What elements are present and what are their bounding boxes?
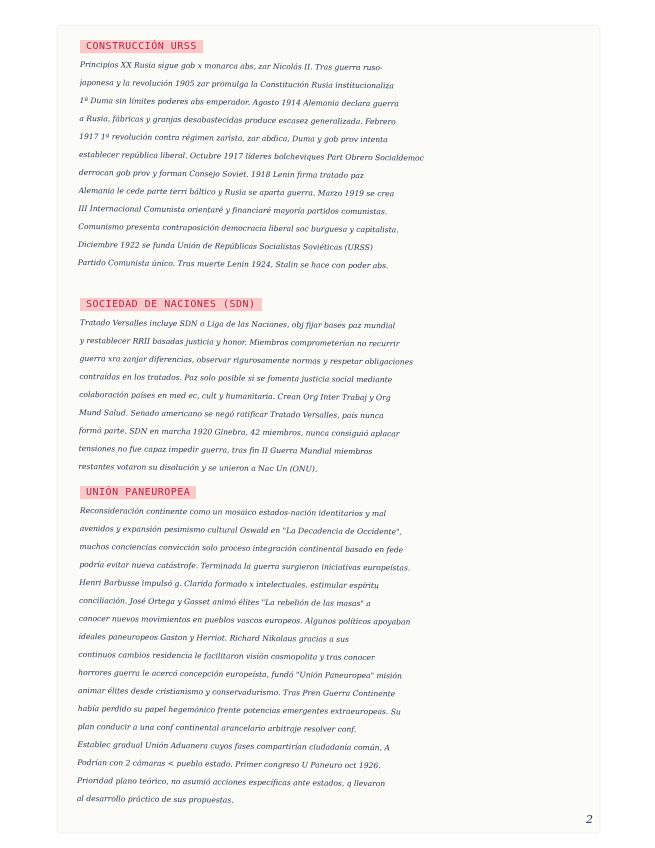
text-line: Tratado Versalles incluye SDN o Liga de las Naciones, obj fijar bases paz mundial — [79, 317, 396, 331]
text-line: guerra xra zanjar diferencias, observar rigurosamente normas y respetar obligaciones — [79, 353, 414, 367]
text-line: al desarrollo práctico de sus propuestas. — [76, 793, 234, 805]
section-heading: SOCIEDAD DE NACIONES (SDN) — [80, 298, 262, 311]
section-heading: UNIÓN PANEUROPEA — [80, 486, 196, 499]
text-line: horrores guerra le acercó concepción europeísta, fundó "Unión Paneuropea" misión — [78, 667, 402, 681]
text-line: Establec gradual Unión Aduanera cuyos fases compartirían ciudadanía común, A — [77, 739, 390, 753]
text-line: continuos cambios residencia le facilitaron visión cosmopolita y tras conocer — [78, 649, 375, 663]
page-number: 2 — [586, 813, 593, 826]
text-line: restantes votaron su disolución y se unieron a Nac Un (ONU). — [78, 461, 318, 474]
section-construccion-urss — [77, 34, 585, 272]
text-line: Henri Barbusse impulsó g. Clarida formado x intelectuales, estimular espíritu — [79, 577, 379, 591]
text-line: III Internacional Comunista orientaré y financiaré mayoría partidos comunistas. — [78, 203, 388, 217]
section-sociedad-naciones — [80, 292, 585, 476]
section-body — [78, 314, 585, 481]
section-body — [77, 502, 585, 813]
section-heading: CONSTRUCCIÓN URSS — [80, 40, 203, 53]
section-union-paneuropea — [76, 480, 585, 808]
text-line: había perdido su papel hegemónico frente potencias emergentes extraeuropeas. Su — [77, 703, 401, 717]
text-line: muchos conciencias convicción solo proceso integración continental basado en fede — [79, 541, 404, 555]
text-line: contraídas en los tratados. Paz solo posible si se fomenta justicia social mediante — [79, 371, 393, 385]
text-line: animar élites desde cristianismo y conservadurismo. Tras Pren Guerra Continente — [77, 685, 396, 699]
text-line: conocer nuevos movimientos en pueblos vascos europeos. Algunos políticos apoyaban — [78, 613, 411, 627]
text-line: japonesa y la revolución 1905 zar promulga la Constitución Rusia institucionaliza — [79, 77, 395, 91]
notebook-page — [58, 26, 599, 832]
text-line: derrocan gob prov y forman Consejo Soviet. 1918 Lenin firma tratado paz — [78, 167, 364, 180]
text-line: Mund Salud. Senado americano se negó ratificar Tratado Versalles, país nunca — [78, 407, 384, 421]
section-body — [78, 56, 585, 277]
text-line: Alemania le cede parte terri báltico y Rusia se aparta guerra. Marzo 1919 se crea — [78, 185, 395, 199]
text-line: Podrían con 2 cámaras < pueblo estado. Primer congreso U Paneuro oct 1926. — [77, 757, 381, 771]
text-line: Reconsideración continente como un mosaico estados-nación identitarios y mal — [79, 505, 387, 519]
text-line: plan conducir a una conf continental arancelario arbitraje resolver conf. — [77, 721, 357, 734]
text-line: Prioridad plano teórico, no asumió acciones específicas ante estados, q llevaron — [77, 775, 386, 789]
text-line: Diciembre 1922 se funda Unión de Repúblicas Socialistas Soviéticas (URSS) — [77, 239, 373, 253]
text-line: establecer república liberal. Octubre 1917 líderes bolcheviques Part Obrero Socialdemoc — [78, 149, 424, 163]
text-line: colaboración países en med ec, cult y humanitaria. Crean Org Inter Trabaj y Org — [79, 389, 391, 403]
text-line: formó parte. SDN en marcha 1920 Ginebra, 42 miembros, nunca consiguió aplacar — [78, 425, 400, 439]
text-line: tensiones no fue capaz impedir guerra, tras fin II Guerra Mundial miembros — [78, 443, 373, 457]
text-line: 1ª Duma sin límites poderes abs emperador. Agosto 1914 Alemania declara guerra — [79, 95, 399, 109]
text-line: Principios XX Rusia sigue gob x monarca abs, zar Nicolás II. Tras guerra ruso- — [79, 59, 383, 73]
text-line: Comunismo presenta contraposición democracia liberal soc burguesa y capitalista. — [78, 221, 399, 235]
text-line: ideales paneuropeos Gaston y Herriot. Richard Nikolaus gracias a sus — [78, 631, 349, 644]
text-line: Partido Comunista único. Tras muerte Lenin 1924, Stalin se hace con poder abs. — [77, 257, 389, 271]
text-line: 1917 1ª revolución contra régimen zarista, zar abdica, Duma y gob prov intenta — [79, 131, 388, 145]
text-line: y restablecer RRII basadas justicia y honor. Miembros comprometerían no recurrir — [79, 335, 400, 349]
text-line: podría evitar nueva catástrofe. Terminada la guerra surgieron iniciativas europeístas. — [79, 559, 411, 573]
text-line: a Rusia, fábricas y granjas desabastecidas produce escasez generalizada. Febrero — [79, 113, 396, 127]
text-line: conciliación. José Ortega y Gasset animó élites "La rebelión de las masas" a — [78, 595, 371, 609]
text-line: avenidos y expansión pesimismo cultural Oswald en "La Decadencia de Occidente", — [79, 523, 402, 537]
